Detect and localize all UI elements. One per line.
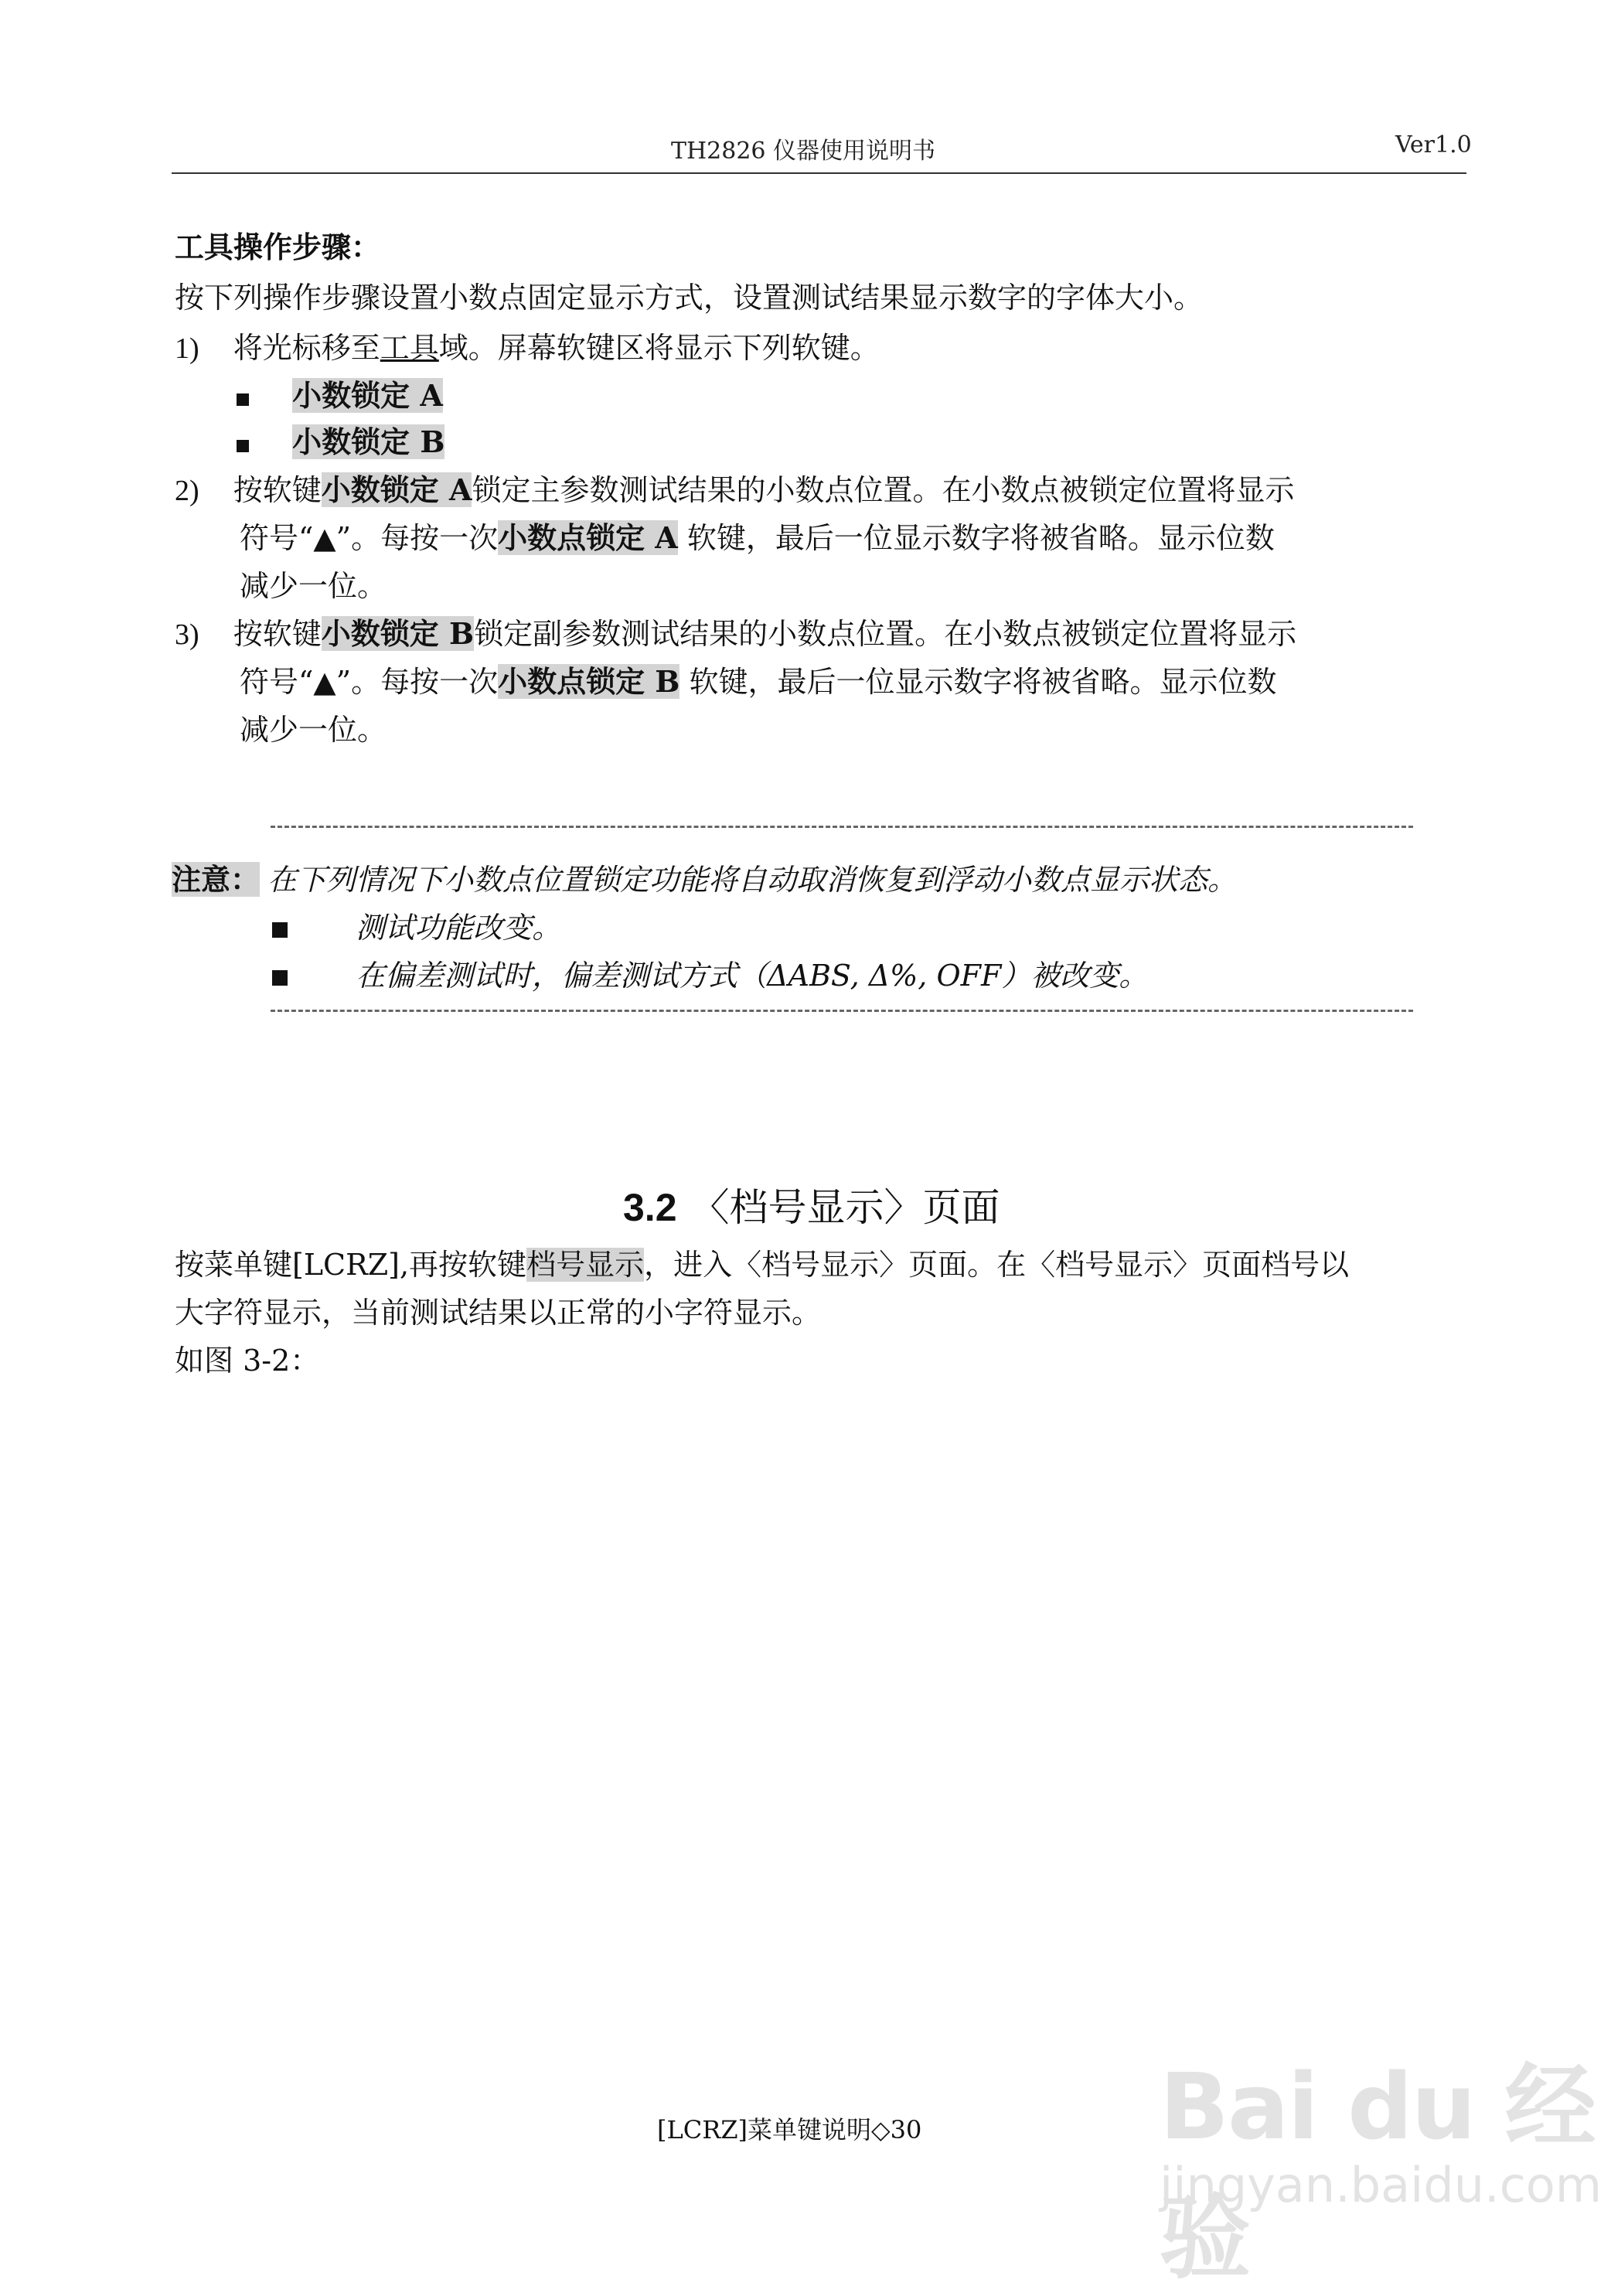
section-heading: [623, 1177, 1000, 1232]
note-item: 在偏差测试时，偏差测试方式（ΔABS, Δ%, OFF）被改变。: [272, 952, 1148, 999]
section-paragraph-2: 大字符显示，当前测试结果以正常的小字符显示。: [175, 1296, 822, 1330]
page-footer: [LCRZ]菜单键说明◇30: [657, 2115, 922, 2144]
step-1-number: 1): [175, 332, 199, 365]
note-label: 注意：: [172, 862, 261, 897]
tool-steps-intro: 按下列操作步骤设置小数点固定显示方式，设置测试结果显示数字的字体大小。: [175, 281, 1204, 315]
header-title: TH2826 仪器使用说明书: [671, 138, 936, 165]
step-2-key: 小数锁定 A: [321, 472, 472, 507]
header-version: Ver1.0: [1395, 131, 1472, 158]
section-title: 〈档号显示〉页面: [690, 1185, 1000, 1230]
note-item: 测试功能改变。: [272, 904, 561, 951]
step-3-number: 3): [175, 618, 199, 651]
note-divider-bottom: [271, 1010, 1413, 1012]
bullet-square-icon: [272, 970, 288, 986]
step-2-line-2: 符号“▲”。每按一次小数点锁定 A 软键，最后一位显示数字将被省略。显示位数: [240, 520, 1275, 555]
figure-reference: 如图 3-2：: [175, 1344, 320, 1378]
step-1: 1) 将光标移至工具域。屏幕软键区将显示下列软键。: [175, 331, 880, 365]
step-3-line-3: 减少一位。: [240, 713, 387, 747]
bullet-square-icon: [237, 393, 249, 406]
softkey-item: [237, 419, 444, 465]
baidu-watermark-url: jingyan.baidu.com: [1160, 2157, 1602, 2213]
softkey-decimal-lock-a: 小数锁定 A: [292, 378, 443, 413]
section-number: 3.2: [623, 1186, 677, 1229]
step-2: 2) 按软键小数锁定 A锁定主参数测试结果的小数点位置。在小数点被锁定位置将显示: [175, 472, 1295, 507]
note-text: 在下列情况下小数点位置锁定功能将自动取消恢复到浮动小数点显示状态。: [267, 863, 1238, 897]
step-3: 3) 按软键小数锁定 B锁定副参数测试结果的小数点位置。在小数点被锁定位置将显示: [175, 616, 1297, 651]
step-3-key-2: 小数点锁定 B: [498, 664, 680, 699]
tool-field: 工具: [380, 331, 439, 365]
step-2-line-3: 减少一位。: [240, 569, 387, 603]
bullet-square-icon: [272, 922, 288, 938]
step-3-key: 小数锁定 B: [321, 616, 475, 651]
step-2-number: 2): [175, 475, 199, 507]
bullet-square-icon: [237, 440, 249, 452]
note-divider-top: [271, 826, 1413, 828]
softkey-decimal-lock-b: 小数锁定 B: [292, 424, 445, 459]
softkey-bin-display: 档号显示: [526, 1248, 645, 1282]
softkey-item: [237, 373, 443, 419]
baidu-watermark-logo: Bai du 经验: [1160, 2053, 1595, 2291]
step-3-line-2: 符号“▲”。每按一次小数点锁定 B 软键，最后一位显示数字将被省略。显示位数: [240, 664, 1277, 699]
note: [172, 857, 1237, 903]
step-2-key-2: 小数点锁定 A: [498, 520, 678, 555]
section-paragraph-1: 按菜单键[LCRZ],再按软键档号显示，进入〈档号显示〉页面。在〈档号显示〉页面档号以: [175, 1248, 1350, 1282]
tool-steps-heading: 工具操作步骤：: [175, 230, 381, 264]
header-rule: [172, 172, 1466, 174]
